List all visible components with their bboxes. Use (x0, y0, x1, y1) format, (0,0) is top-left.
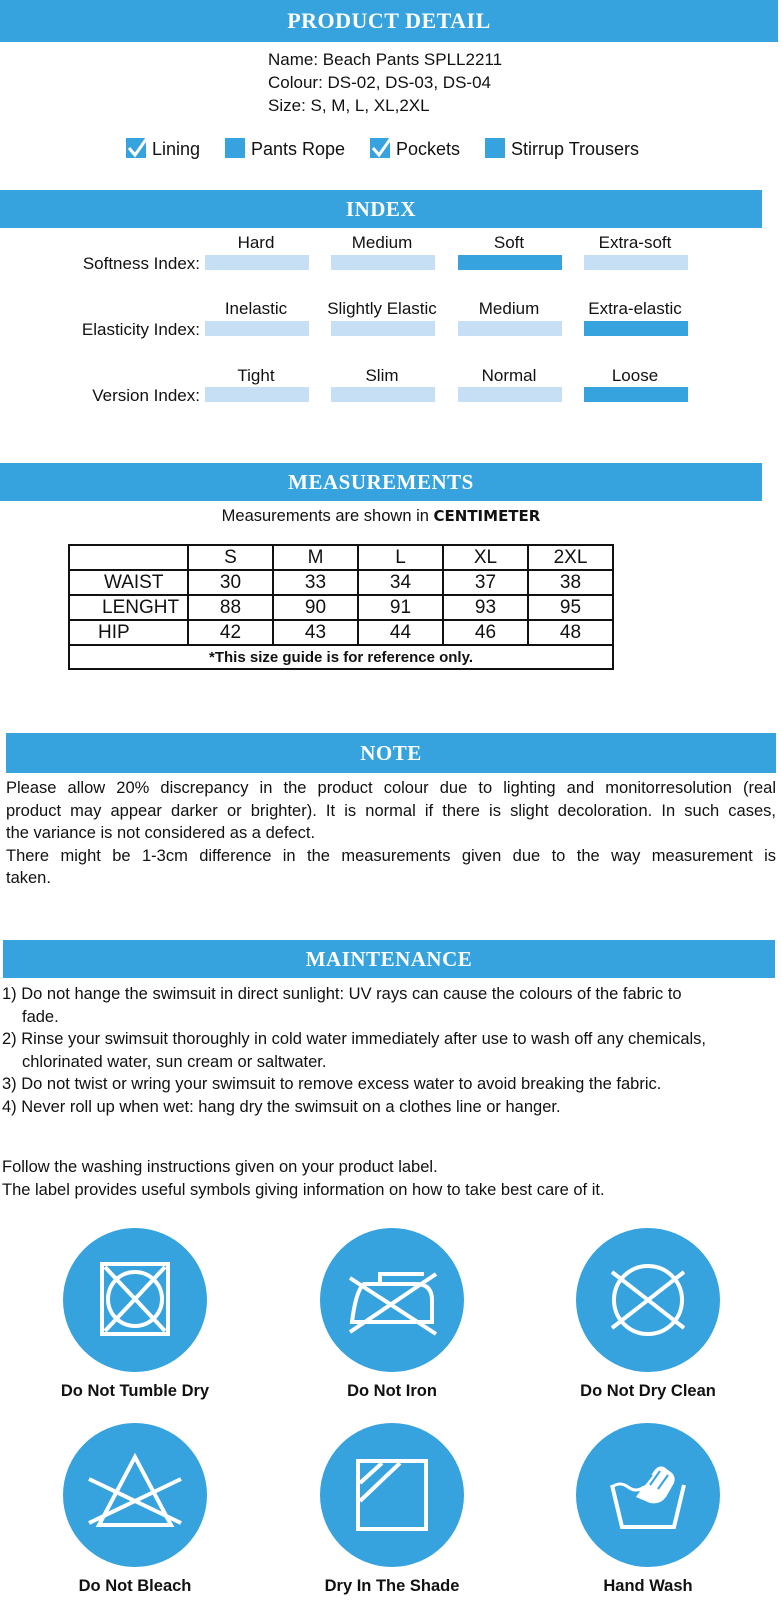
feature-pants-rope (225, 138, 345, 160)
table-cell: 91 (358, 595, 443, 620)
table-cell: 88 (188, 595, 273, 620)
do-not-dry-clean-icon (576, 1228, 720, 1372)
table-cell: 90 (273, 595, 358, 620)
table-cell: 42 (188, 620, 273, 645)
elasticity-option: Medium (478, 299, 540, 318)
table-cell: 38 (528, 570, 613, 595)
measurements-header (0, 463, 762, 501)
table-cell: 46 (443, 620, 528, 645)
product-name: Name: Beach Pants SPLL2211 (268, 50, 503, 69)
table-column-header: L (358, 545, 443, 570)
index-title: INDEX (345, 197, 417, 221)
product-colour: Colour: DS-02, DS-03, DS-04 (268, 73, 491, 92)
table-cell: 43 (273, 620, 358, 645)
table-cell: 34 (358, 570, 443, 595)
softness-bar (331, 255, 435, 270)
caption-unit: CENTIMETER (433, 507, 541, 525)
feature-lining (126, 138, 200, 160)
unchecked-box-icon (225, 138, 245, 158)
measurements-caption (0, 507, 762, 526)
table-cell: 33 (273, 570, 358, 595)
row-header: HIP (69, 620, 188, 645)
version-bar (458, 387, 562, 402)
table-cell: 93 (443, 595, 528, 620)
version-option: Loose (611, 366, 659, 385)
elasticity-bar (458, 321, 562, 336)
table-row (69, 570, 613, 595)
note-line: the variance is not considered as a defect. (6, 824, 316, 842)
feature-label: Pockets (396, 139, 461, 159)
care-label: Do Not Iron (347, 1382, 437, 1400)
washing-line: Follow the washing instructions given on your product label. (2, 1158, 438, 1176)
feature-stirrup-trousers (485, 138, 639, 160)
elasticity-index-label: Elasticity Index: (81, 320, 200, 339)
washing-line: The label provides useful symbols giving information on how to take best care of it. (2, 1180, 605, 1199)
care-label: Do Not Tumble Dry (60, 1382, 210, 1400)
checked-box-icon (126, 138, 146, 158)
note-title: NOTE (360, 741, 422, 765)
elasticity-bar (205, 321, 309, 336)
table-footnote-row (69, 645, 613, 669)
softness-option: Hard (237, 233, 275, 252)
do-not-bleach-icon (63, 1423, 207, 1567)
elasticity-option: Slightly Elastic (327, 299, 437, 318)
table-header-row (69, 545, 613, 570)
product-detail-title: PRODUCT DETAIL (287, 8, 491, 33)
note-header (6, 733, 776, 773)
unchecked-box-icon (485, 138, 505, 158)
table-column-header: 2XL (528, 545, 613, 570)
table-row (69, 595, 613, 620)
table-cell: 95 (528, 595, 613, 620)
row-header: WAIST (69, 570, 188, 595)
table-column-header: S (188, 545, 273, 570)
washing-instructions (2, 1156, 778, 1201)
row-header: LENGHT (69, 595, 188, 620)
maintenance-item-cont: fade. (22, 1007, 59, 1026)
table-cell: 30 (188, 570, 273, 595)
version-option: Normal (481, 366, 537, 385)
table-cell: 44 (358, 620, 443, 645)
maintenance-item: 3) Do not twist or wring your swimsuit to remove excess water to avoid breaking the fabric. (2, 1075, 662, 1093)
maintenance-item: 2) Rinse your swimsuit thoroughly in cold water immediately after use to wash off any chemicals, (2, 1030, 706, 1048)
do-not-iron-icon (320, 1228, 464, 1372)
version-bar (205, 387, 309, 402)
elasticity-option: Extra-elastic (588, 299, 682, 318)
care-label: Do Not Dry Clean (580, 1382, 716, 1400)
maintenance-item-cont: chlorinated water, sun cream or saltwater. (22, 1052, 327, 1071)
feature-label: Stirrup Trousers (511, 139, 640, 159)
softness-bar (205, 255, 309, 270)
note-line: product may appear darker or brighter). It is normal if there is slight decoloration. In such cases, (6, 801, 776, 820)
softness-option: Soft (493, 233, 525, 252)
table-column-header: M (273, 545, 358, 570)
softness-index-label: Softness Index: (82, 254, 200, 273)
index-header (0, 190, 762, 228)
version-option: Tight (237, 366, 275, 385)
elasticity-bar-selected (584, 321, 688, 336)
table-cell: 48 (528, 620, 613, 645)
checked-box-icon (370, 138, 390, 158)
maintenance-item: 4) Never roll up when wet: hang dry the swimsuit on a clothes line or hanger. (2, 1097, 561, 1116)
product-size: Size: S, M, L, XL,2XL (268, 96, 430, 115)
feature-label: Lining (152, 139, 201, 159)
elasticity-bar (331, 321, 435, 336)
table-row (69, 620, 613, 645)
table-cell: 37 (443, 570, 528, 595)
note-line: Please allow 20% discrepancy in the product colour due to lighting and monitorresolution (real (6, 779, 776, 797)
feature-pockets (370, 138, 460, 160)
table-column-header: XL (443, 545, 528, 570)
care-label: Do Not Bleach (78, 1577, 192, 1595)
version-index-label: Version Index: (92, 386, 200, 405)
note-line: There might be 1-3cm difference in the measurements given due to the way measurement is (6, 846, 776, 865)
note-line: taken. (6, 869, 51, 887)
elasticity-option: Inelastic (224, 299, 288, 318)
dry-in-shade-icon (320, 1423, 464, 1567)
softness-option: Medium (351, 233, 413, 252)
do-not-tumble-dry-icon (63, 1228, 207, 1372)
care-label: Hand Wash (603, 1577, 693, 1595)
version-option: Slim (365, 366, 399, 385)
table-corner-cell (69, 545, 188, 570)
softness-bar-selected (458, 255, 562, 270)
version-bar-selected (584, 387, 688, 402)
note-text (6, 777, 776, 890)
hand-wash-icon (576, 1423, 720, 1567)
product-detail-header (0, 0, 778, 42)
measurements-title: MEASUREMENTS (288, 470, 474, 494)
maintenance-title: MAINTENANCE (305, 947, 473, 971)
maintenance-header (3, 940, 775, 978)
care-label: Dry In The Shade (324, 1577, 460, 1595)
table-footnote: *This size guide is for reference only. (69, 645, 613, 669)
size-table (68, 544, 614, 670)
softness-option: Extra-soft (598, 233, 672, 252)
feature-label: Pants Rope (251, 139, 346, 159)
maintenance-item: 1) Do not hange the swimsuit in direct sunlight: UV rays can cause the colours of the fabric to (2, 985, 682, 1003)
caption-text: Measurements are shown in (221, 507, 434, 525)
maintenance-list (2, 983, 778, 1118)
softness-bar (584, 255, 688, 270)
version-bar (331, 387, 435, 402)
